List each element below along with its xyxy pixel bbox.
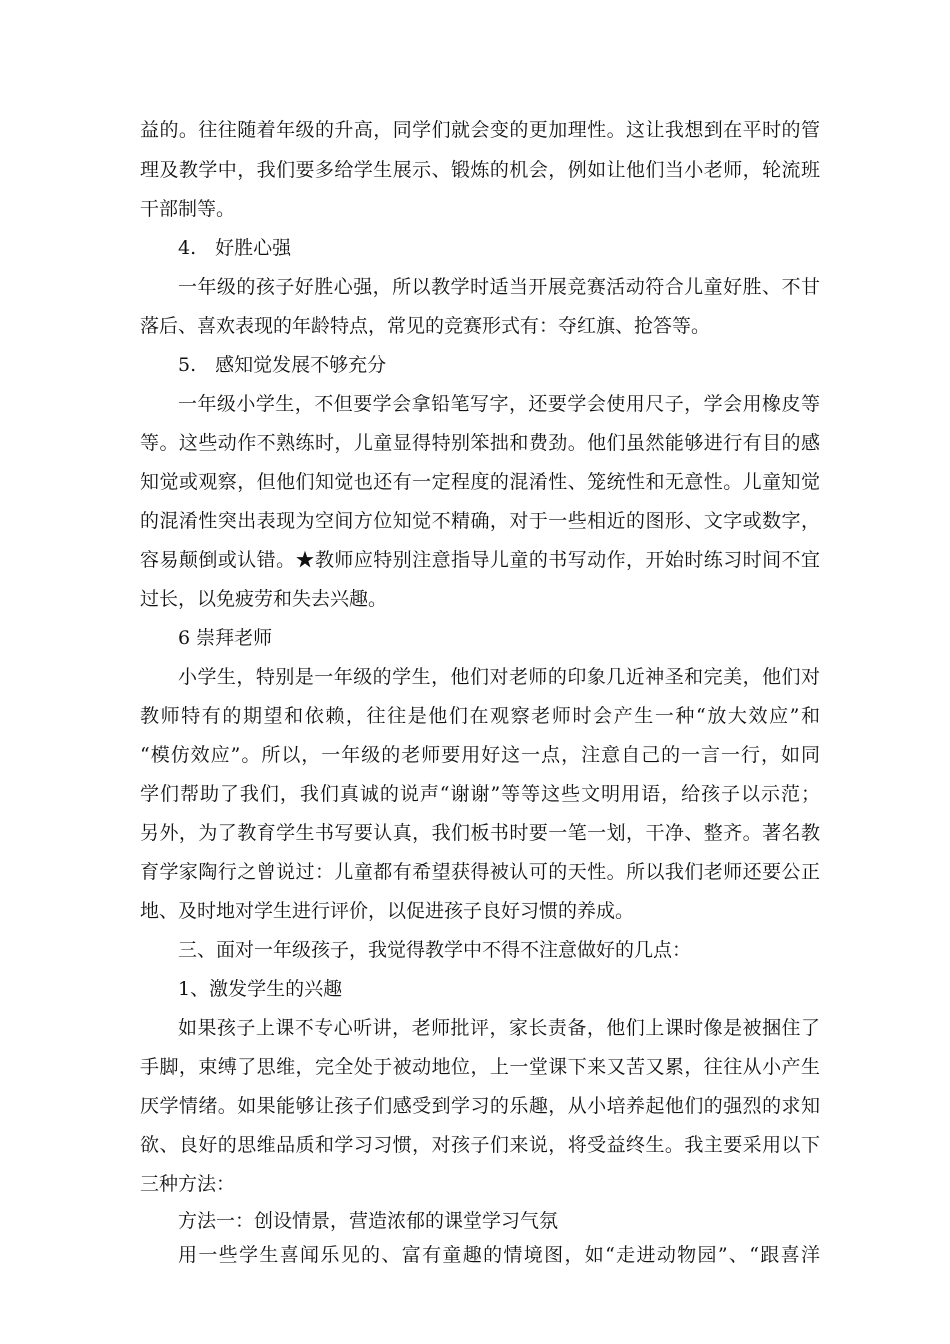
text-line: 理及教学中，我们要多给学生展示、锻炼的机会，例如让他们当小老师，轮流班 <box>140 159 820 181</box>
text-line: 地、及时地对学生进行评价，以促进孩子良好习惯的养成。 <box>140 900 635 922</box>
text-line: 的混淆性突出表现为空间方位知觉不精确，对于一些相近的图形、文字或数字， <box>140 510 820 532</box>
text-line: 知觉或观察，但他们知觉也还有一定程度的混淆性、笼统性和无意性。儿童知觉 <box>140 471 820 493</box>
section-heading: 1、激发学生的兴趣 <box>178 978 343 1000</box>
section-heading: 5. 感知觉发展不够充分 <box>178 354 387 376</box>
text-line: 厌学情绪。如果能够让孩子们感受到学习的乐趣，从小培养起他们的强烈的求知 <box>140 1095 820 1117</box>
text-line: 干部制等。 <box>140 198 236 220</box>
text-line: 容易颠倒或认错。★教师应特别注意指导儿童的书写动作，开始时练习时间不宜 <box>140 549 820 571</box>
text-line: “模仿效应”。所以，一年级的老师要用好这一点，注意自己的一言一行，如同 <box>140 744 820 766</box>
text-line: 等。这些动作不熟练时，儿童显得特别笨拙和费劲。他们虽然能够进行有目的感 <box>140 432 820 454</box>
text-line: 益的。往往随着年级的升高，同学们就会变的更加理性。这让我想到在平时的管 <box>140 119 820 141</box>
section-heading: 6 崇拜老师 <box>178 627 273 649</box>
text-line: 一年级的孩子好胜心强，所以教学时适当开展竞赛活动符合儿童好胜、不甘 <box>178 276 820 298</box>
text-line: 教师特有的期望和依赖，往往是他们在观察老师时会产生一种“放大效应”和 <box>140 705 820 727</box>
text-line: 用一些学生喜闻乐见的、富有童趣的情境图，如“走进动物园”、“跟喜洋 <box>178 1244 820 1266</box>
section-heading: 4. 好胜心强 <box>178 237 292 259</box>
text-line: 三种方法： <box>140 1173 236 1195</box>
text-line: 欲、良好的思维品质和学习习惯，对孩子们来说，将受益终生。我主要采用以下 <box>140 1134 820 1156</box>
text-line: 过长，以免疲劳和失去兴趣。 <box>140 588 388 610</box>
text-line: 落后、喜欢表现的年龄特点，常见的竞赛形式有：夺红旗、抢答等。 <box>140 315 711 337</box>
text-line: 另外，为了教育学生书写要认真，我们板书时要一笔一划，干净、整齐。著名教 <box>140 822 820 844</box>
text-line: 一年级小学生，不但要学会拿铅笔写字，还要学会使用尺子，学会用橡皮等 <box>178 393 820 415</box>
text-line: 育学家陶行之曾说过：儿童都有希望获得被认可的天性。所以我们老师还要公正 <box>140 861 820 883</box>
section-heading: 方法一：创设情景，营造浓郁的课堂学习气氛 <box>178 1210 559 1232</box>
section-heading: 三、面对一年级孩子，我觉得教学中不得不注意做好的几点： <box>178 939 692 961</box>
text-line: 手脚，束缚了思维，完全处于被动地位，上一堂课下来又苦又累，往往从小产生 <box>140 1056 820 1078</box>
text-line: 小学生，特别是一年级的学生，他们对老师的印象几近神圣和完美，他们对 <box>178 666 820 688</box>
text-line: 学们帮助了我们，我们真诚的说声“谢谢”等等这些文明用语，给孩子以示范； <box>140 783 820 805</box>
text-line: 如果孩子上课不专心听讲，老师批评，家长责备，他们上课时像是被捆住了 <box>178 1017 820 1039</box>
